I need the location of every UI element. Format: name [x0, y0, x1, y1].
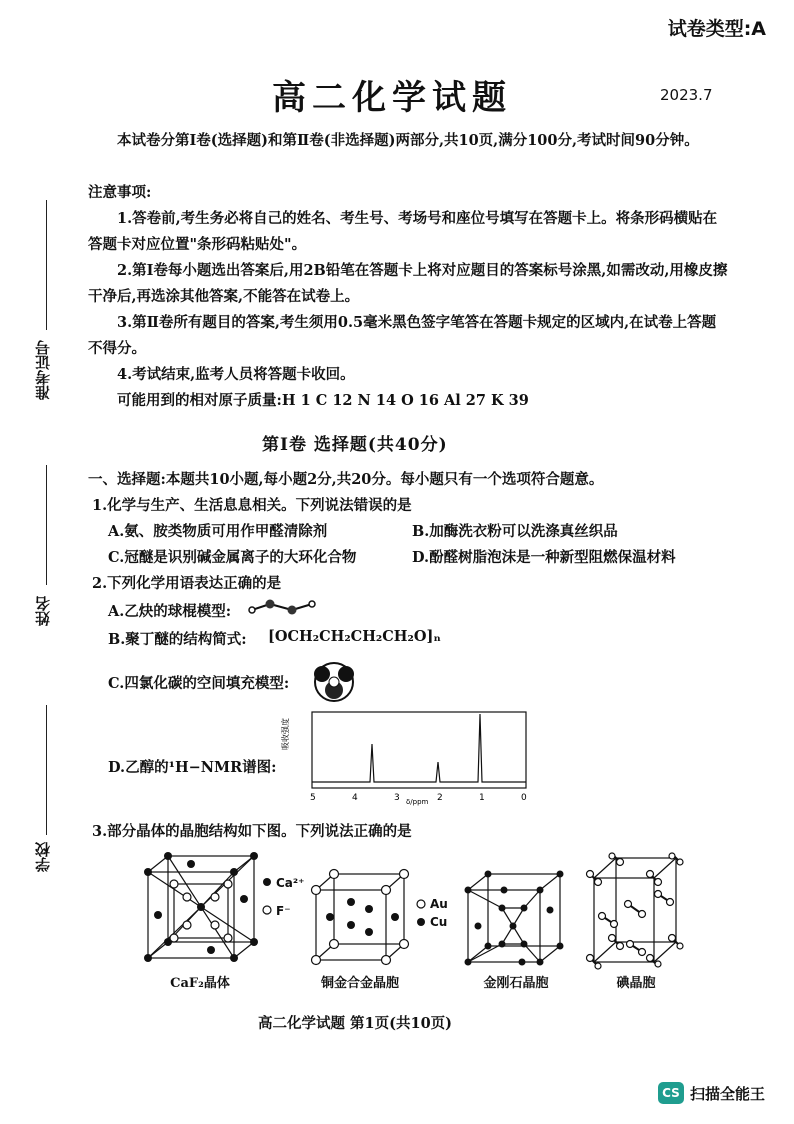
school-label: 学校 [34, 842, 52, 872]
diamond-unit-cell [462, 868, 566, 966]
q1-option-c: C.冠醚是识别碱金属离子的大环化合物 [108, 549, 357, 566]
nmr-tick-label: 0 [521, 793, 527, 803]
diamond-label: 金刚石晶胞 [483, 976, 549, 991]
acetylene-ball-stick-model [244, 596, 320, 618]
camscanner-logo-icon: CS [658, 1082, 684, 1104]
iodine-label: 碘晶胞 [616, 976, 656, 991]
page-title: 高二化学试题 [272, 78, 512, 118]
iodine-unit-cell [588, 852, 684, 966]
polybutylene-ether-formula: [OCH₂CH₂CH₂CH₂O]ₙ [268, 628, 441, 645]
q2-option-d: D.乙醇的¹H−NMR谱图: [108, 759, 277, 776]
nmr-tick-label: 1 [479, 793, 485, 803]
q1-option-b: B.加酶洗衣粉可以洗涤真丝织品 [412, 523, 618, 540]
nmr-tick-label: 2 [437, 793, 443, 803]
q2-option-c: C.四氯化碳的空间填充模型: [108, 675, 290, 692]
caf2-legend-ca: Ca²⁺ [276, 876, 305, 890]
notice-heading: 注意事项: [88, 184, 152, 201]
exam-date: 2023.7 [660, 86, 713, 104]
q2-option-b: B.聚丁醚的结构简式: [108, 631, 247, 648]
scanner-app-name: 扫描全能王 [690, 1084, 766, 1103]
cuau-legend-cu: Cu [430, 915, 448, 929]
binding-line [46, 200, 47, 330]
name-label: 姓名 [34, 596, 52, 626]
part-intro: 一、选择题:本题共10小题,每小题2分,共20分。每小题只有一个选项符合题意。 [88, 471, 604, 488]
caf2-legend-markers [262, 876, 272, 916]
nmr-tick-label: 3 [394, 793, 400, 803]
notice-item-3: 3.第Ⅱ卷所有题目的答案,考生须用0.5毫米黑色签字笔答在答题卡规定的区域内,在试卷上答题不得分。 [88, 314, 717, 357]
page-footer: 高二化学试题 第1页(共10页) [258, 1015, 453, 1032]
paper-type: 试卷类型:A [667, 18, 766, 40]
cuau-unit-cell [310, 868, 410, 964]
nmr-tick-label: 4 [352, 793, 358, 803]
binding-line [46, 465, 47, 585]
q2-stem: 2.下列化学用语表达正确的是 [92, 575, 282, 592]
cuau-legend-markers [416, 898, 426, 928]
notice-item-4: 4.考试结束,监考人员将答题卡收回。 [117, 366, 355, 383]
q1-option-d: D.酚醛树脂泡沫是一种新型阻燃保温材料 [412, 549, 676, 566]
nmr-y-axis-label: 吸收强度 [281, 718, 290, 750]
cuau-label: 铜金合金晶胞 [320, 976, 399, 991]
notice-item-1: 1.答卷前,考生务必将自己的姓名、考生号、考场号和座位号填写在答题卡上。将条形码横贴在答题卡对应位置"条形码粘贴处"。 [88, 210, 718, 253]
caf2-unit-cell [142, 852, 260, 966]
q1-stem: 1.化学与生产、生活息息相关。下列说法错误的是 [92, 497, 412, 514]
ethanol-nmr-spectrum [281, 708, 534, 806]
caf2-label: CaF₂晶体 [170, 976, 230, 991]
ccl4-space-filling-model [308, 660, 360, 704]
exam-no-label: 准考证号 [34, 340, 52, 400]
atomic-masses: 可能用到的相对原子质量:H 1 C 12 N 14 O 16 Al 27 K 39 [117, 392, 529, 409]
intro-text: 本试卷分第Ⅰ卷(选择题)和第Ⅱ卷(非选择题)两部分,共10页,满分100分,考试时间90分钟。 [117, 132, 699, 149]
q3-stem: 3.部分晶体的晶胞结构如下图。下列说法正确的是 [92, 823, 412, 840]
caf2-legend-f: F⁻ [276, 904, 291, 918]
scanner-watermark [658, 1082, 765, 1104]
cuau-legend-au: Au [430, 897, 448, 911]
nmr-x-axis-label: δ/ppm [406, 798, 429, 806]
q2-option-a: A.乙炔的球棍模型: [108, 603, 232, 620]
section-heading: 第Ⅰ卷 选择题(共40分) [262, 435, 448, 455]
nmr-tick-label: 5 [310, 793, 316, 803]
binding-line [46, 705, 47, 835]
notice-item-2: 2.第Ⅰ卷每小题选出答案后,用2B铅笔在答题卡上将对应题目的答案标号涂黑,如需改动,用橡皮擦干净后,再选涂其他答案,不能答在试卷上。 [88, 262, 728, 305]
q1-option-a: A.氨、胺类物质可用作甲醛清除剂 [108, 523, 328, 540]
